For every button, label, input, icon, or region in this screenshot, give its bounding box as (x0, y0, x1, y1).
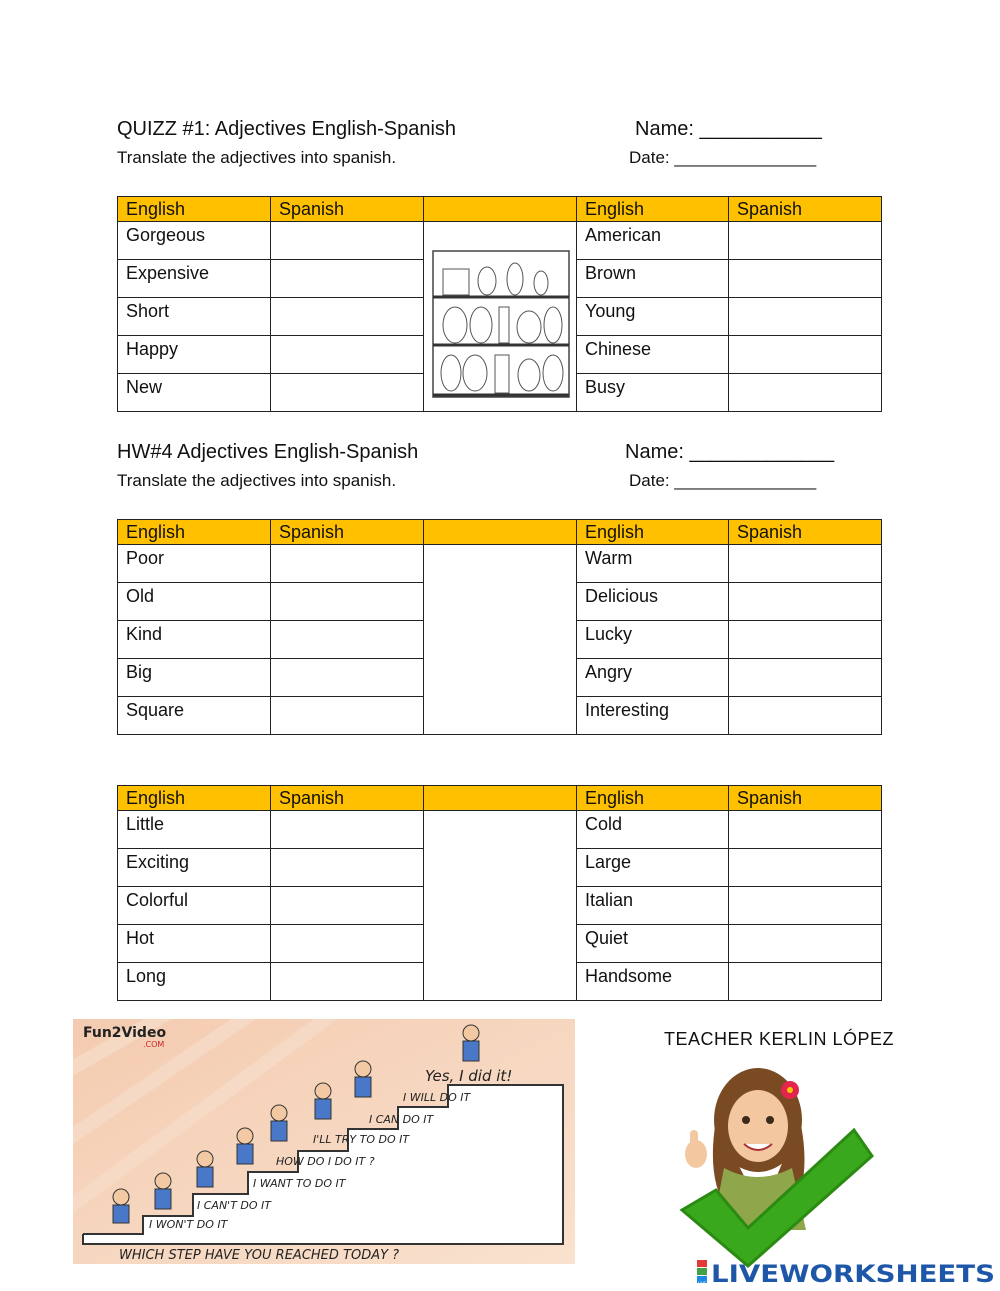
english-word: Long (118, 963, 271, 1001)
table-row (118, 545, 882, 583)
spanish-answer-field[interactable] (271, 963, 424, 1001)
quiz-instruction: Translate the adjectives into spanish. (117, 148, 397, 167)
spanish-answer-field[interactable] (271, 887, 424, 925)
english-word: Hot (118, 925, 271, 963)
english-word: Handsome (577, 963, 729, 1001)
english-word: Expensive (118, 260, 271, 298)
step-label: I WON'T DO IT (149, 1218, 228, 1231)
step-label: HOW DO I DO IT ? (276, 1155, 375, 1168)
english-word: Busy (577, 374, 729, 412)
english-word: New (118, 374, 271, 412)
english-word: Brown (577, 260, 729, 298)
english-word: Lucky (577, 621, 729, 659)
english-word: Italian (577, 887, 729, 925)
extra-table (117, 785, 882, 1001)
homework-instruction: Translate the adjectives into spanish. (117, 471, 397, 490)
spanish-answer-field[interactable] (271, 621, 424, 659)
spanish-answer-field[interactable] (729, 697, 882, 735)
english-word: Delicious (577, 583, 729, 621)
spanish-answer-field[interactable] (729, 260, 882, 298)
col-header-spanish: Spanish (729, 520, 882, 545)
english-word: Cold (577, 811, 729, 849)
col-header-spanish: Spanish (271, 786, 424, 811)
step-label: I CAN DO IT (369, 1113, 434, 1126)
spanish-answer-field[interactable] (729, 222, 882, 260)
english-word: Short (118, 298, 271, 336)
spanish-answer-field[interactable] (729, 887, 882, 925)
spanish-answer-field[interactable] (271, 545, 424, 583)
empty-gap-cell (424, 545, 577, 735)
english-word: Colorful (118, 887, 271, 925)
spanish-answer-field[interactable] (729, 621, 882, 659)
english-word: Quiet (577, 925, 729, 963)
spanish-answer-field[interactable] (271, 697, 424, 735)
col-header-spanish: Spanish (271, 197, 424, 222)
col-header-spanish: Spanish (729, 786, 882, 811)
col-header-gap (424, 197, 577, 222)
table-row (118, 222, 882, 260)
english-word: Large (577, 849, 729, 887)
step-label: I WILL DO IT (403, 1091, 471, 1104)
brand-name: LIVEWORKSHEETS (711, 1260, 995, 1288)
shelf-image-cell (424, 222, 577, 412)
english-word: Young (577, 298, 729, 336)
spanish-answer-field[interactable] (271, 925, 424, 963)
yes-i-did-it-text: Yes, I did it! (425, 1067, 513, 1085)
quiz-name-label: Name: ___________ (635, 118, 822, 140)
english-word: Gorgeous (118, 222, 271, 260)
english-word: Old (118, 583, 271, 621)
spanish-answer-field[interactable] (271, 298, 424, 336)
english-word: American (577, 222, 729, 260)
spanish-answer-field[interactable] (729, 925, 882, 963)
spanish-answer-field[interactable] (729, 374, 882, 412)
col-header-english: English (577, 520, 729, 545)
col-header-spanish: Spanish (729, 197, 882, 222)
spanish-answer-field[interactable] (729, 298, 882, 336)
spanish-answer-field[interactable] (271, 222, 424, 260)
english-word: Kind (118, 621, 271, 659)
shelf-cartoon-image (425, 249, 575, 399)
quiz-date-label: Date: _______________ (629, 148, 817, 167)
col-header-english: English (577, 786, 729, 811)
english-word: Big (118, 659, 271, 697)
english-word: Interesting (577, 697, 729, 735)
fun2video-logo-sub: .COM (143, 1040, 165, 1049)
english-word: Square (118, 697, 271, 735)
english-word: Happy (118, 336, 271, 374)
spanish-answer-field[interactable] (729, 659, 882, 697)
spanish-answer-field[interactable] (271, 336, 424, 374)
quiz-title: QUIZZ #1: Adjectives English-Spanish (117, 118, 457, 140)
spanish-answer-field[interactable] (271, 260, 424, 298)
homework-date-label: Date: _______________ (629, 471, 817, 490)
english-word: Warm (577, 545, 729, 583)
english-word: Exciting (118, 849, 271, 887)
spanish-answer-field[interactable] (271, 811, 424, 849)
live-badge-text: LIVE (698, 1281, 707, 1286)
spanish-answer-field[interactable] (729, 811, 882, 849)
english-word: Little (118, 811, 271, 849)
step-label: I'LL TRY TO DO IT (313, 1133, 410, 1146)
step-label: I WANT TO DO IT (253, 1177, 346, 1190)
table-row (118, 811, 882, 849)
spanish-answer-field[interactable] (729, 545, 882, 583)
spanish-answer-field[interactable] (271, 659, 424, 697)
motivation-stairs-image (73, 1019, 575, 1264)
col-header-gap (424, 786, 577, 811)
liveworksheets-logo (697, 1254, 997, 1288)
col-header-gap (424, 520, 577, 545)
spanish-answer-field[interactable] (729, 336, 882, 374)
english-word: Poor (118, 545, 271, 583)
teacher-avatar-checkmark (676, 1060, 876, 1270)
spanish-answer-field[interactable] (271, 374, 424, 412)
step-label: I CAN'T DO IT (197, 1199, 272, 1212)
spanish-answer-field[interactable] (729, 963, 882, 1001)
spanish-answer-field[interactable] (729, 583, 882, 621)
homework-table (117, 519, 882, 735)
col-header-english: English (577, 197, 729, 222)
empty-gap-cell (424, 811, 577, 1001)
english-word: Angry (577, 659, 729, 697)
col-header-english: English (118, 786, 271, 811)
spanish-answer-field[interactable] (271, 849, 424, 887)
english-word: Chinese (577, 336, 729, 374)
fun2video-logo: Fun2Video (83, 1025, 167, 1041)
homework-title: HW#4 Adjectives English-Spanish (117, 441, 419, 463)
col-header-spanish: Spanish (271, 520, 424, 545)
spanish-answer-field[interactable] (271, 583, 424, 621)
col-header-english: English (118, 197, 271, 222)
teacher-label: TEACHER KERLIN LÓPEZ (664, 1029, 895, 1049)
col-header-english: English (118, 520, 271, 545)
which-step-question: WHICH STEP HAVE YOU REACHED TODAY ? (119, 1248, 400, 1263)
homework-name-label: Name: _____________ (625, 441, 835, 463)
spanish-answer-field[interactable] (729, 849, 882, 887)
quiz-table (117, 196, 882, 412)
